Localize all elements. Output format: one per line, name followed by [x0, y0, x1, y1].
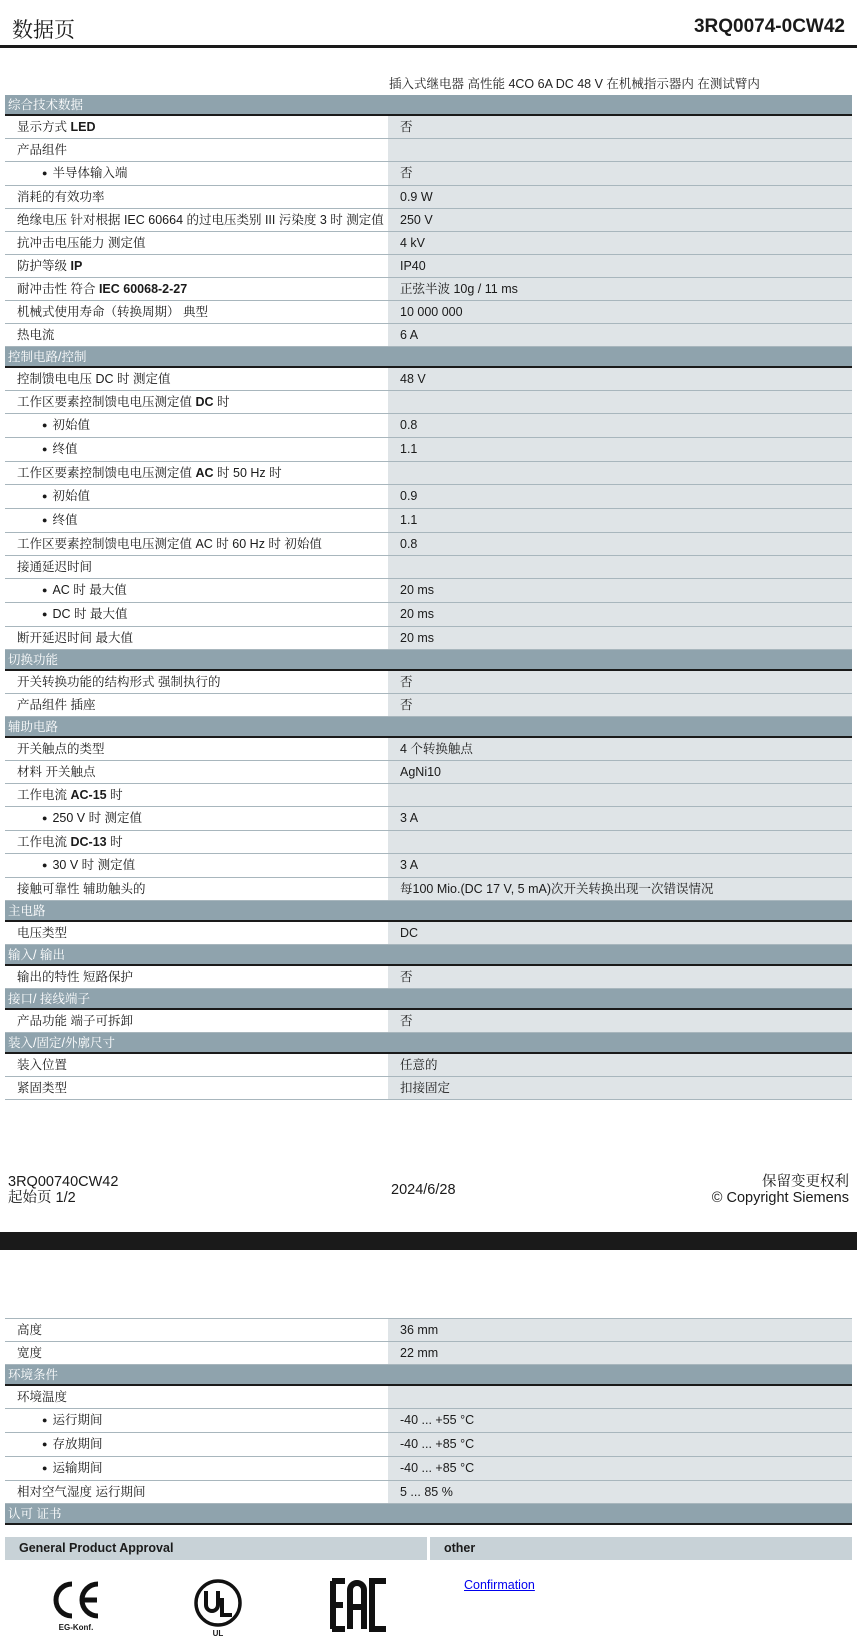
row-value: 6 A [388, 324, 852, 346]
row-label-text: 接触可靠性 辅助触头的 [17, 882, 146, 896]
row-value: -40 ... +85 °C [388, 1457, 852, 1480]
row-label-text: AC 时 最大值 [52, 583, 127, 597]
row-label-text: 防护等级 [17, 259, 71, 273]
row-label [5, 831, 388, 853]
row-value: 任意的 [388, 1054, 852, 1076]
table-row [5, 462, 852, 485]
row-label-text: 工作区要素控制馈电电压测定值 AC 时 60 Hz 时 初始值 [17, 537, 322, 551]
table-row [5, 301, 852, 324]
row-label [5, 162, 388, 185]
row-value: 否 [388, 966, 852, 988]
row-label-text: 产品组件 [17, 143, 68, 157]
row-label-bold: DC-13 [70, 835, 107, 849]
table-row [5, 1342, 852, 1365]
row-label-text: 工作电流 [17, 788, 71, 802]
section-header: 认可 证书 [5, 1504, 852, 1525]
row-value: -40 ... +85 °C [388, 1433, 852, 1456]
table-row [5, 878, 852, 901]
row-label [5, 966, 388, 988]
row-value: 0.8 [388, 533, 852, 555]
footer-left [8, 1174, 118, 1206]
table-row [5, 1010, 852, 1033]
row-label-text: 30 V 时 测定值 [52, 858, 136, 872]
footer-rights: 保留变更权利 [762, 1174, 849, 1190]
row-label-text: 初始值 [52, 489, 90, 503]
row-value: 0.9 W [388, 186, 852, 208]
row-value: 4 kV [388, 232, 852, 254]
ul-mark-icon [193, 1578, 243, 1628]
approval-table-header [5, 1537, 852, 1560]
row-label [5, 761, 388, 783]
approval-col-other: other [430, 1537, 852, 1560]
footer-page-label: 起始页 1/2 [8, 1190, 76, 1206]
table-row [5, 1457, 852, 1481]
row-label [5, 922, 388, 944]
row-label [5, 1319, 388, 1341]
row-label [5, 784, 388, 806]
row-label [5, 1433, 388, 1456]
row-label-suffix: 时 [106, 835, 123, 849]
row-label [5, 255, 388, 277]
approval-col-general: General Product Approval [5, 1537, 427, 1560]
table-row [5, 368, 852, 391]
table-row [5, 761, 852, 784]
row-value: 否 [388, 671, 852, 693]
row-label-text: 工作区要素控制馈电电压测定值 [17, 466, 196, 480]
table-row [5, 1386, 852, 1409]
table-row [5, 209, 852, 232]
row-label [5, 232, 388, 254]
row-label-text: 运输期间 [52, 1461, 103, 1475]
table-row [5, 232, 852, 255]
row-label-text: 电压类型 [17, 926, 68, 940]
table-row [5, 579, 852, 603]
row-label [5, 556, 388, 578]
row-label [5, 509, 388, 532]
table-row [5, 671, 852, 694]
row-label-text: 抗冲击电压能力 测定值 [17, 236, 146, 250]
table-row [5, 116, 852, 139]
row-value [388, 784, 852, 806]
row-label-text: 材料 开关触点 [17, 765, 96, 779]
table-row [5, 438, 852, 462]
table-row [5, 324, 852, 347]
row-label-text: 存放期间 [52, 1437, 103, 1451]
table-row [5, 1409, 852, 1433]
table-row [5, 1319, 852, 1342]
table-row [5, 1077, 852, 1100]
row-value [388, 139, 852, 161]
section-header: 输入/ 输出 [5, 945, 852, 966]
row-value: DC [388, 922, 852, 944]
section-header: 装入/固定/外廓尺寸 [5, 1033, 852, 1054]
row-label-text: 控制馈电电压 DC 时 测定值 [17, 372, 171, 386]
row-label [5, 579, 388, 602]
eac-mark-icon [329, 1578, 389, 1632]
ul-mark-caption: UL [212, 1629, 224, 1638]
row-label-bold: LED [70, 120, 96, 134]
row-value: IP40 [388, 255, 852, 277]
table-row [5, 694, 852, 717]
row-label [5, 438, 388, 461]
row-label-text: 输出的特性 短路保护 [17, 970, 133, 984]
row-label-text: 绝缘电压 针对根据 IEC 60664 的过电压类别 III 污染度 3 时 测定值 [17, 213, 384, 227]
table-row [5, 162, 852, 186]
row-label [5, 462, 388, 484]
ce-mark-icon [50, 1578, 102, 1622]
footer-copyright: © Copyright Siemens [711, 1190, 849, 1206]
row-value: 4 个转换触点 [388, 738, 852, 760]
table-row [5, 831, 852, 854]
row-label [5, 694, 388, 716]
row-label-suffix: 时 [213, 395, 230, 409]
row-label [5, 1342, 388, 1364]
row-label-text: 环境温度 [17, 1390, 68, 1404]
row-label-text: 耐冲击性 符合 [17, 282, 99, 296]
table-row [5, 391, 852, 414]
row-label [5, 414, 388, 437]
row-label-text: 高度 [17, 1323, 43, 1337]
page-header [0, 0, 857, 48]
row-label [5, 1010, 388, 1032]
row-label [5, 1481, 388, 1503]
row-value: -40 ... +55 °C [388, 1409, 852, 1432]
row-label [5, 485, 388, 508]
row-label-bold: AC [195, 466, 214, 480]
section-header: 环境条件 [5, 1365, 852, 1386]
row-value: 36 mm [388, 1319, 852, 1341]
row-value: 否 [388, 694, 852, 716]
section-header: 辅助电路 [5, 717, 852, 738]
row-label [5, 391, 388, 413]
row-value: 否 [388, 116, 852, 138]
table-row [5, 966, 852, 989]
table-row [5, 414, 852, 438]
row-value: 否 [388, 162, 852, 185]
row-label-text: 机械式使用寿命（转换周期） 典型 [17, 305, 208, 319]
table-row [5, 278, 852, 301]
table-row [5, 854, 852, 878]
row-value [388, 831, 852, 853]
row-label-text: 终值 [52, 442, 78, 456]
table-row [5, 186, 852, 209]
row-label [5, 671, 388, 693]
row-label-bold: IP [70, 259, 83, 273]
row-label-text: 运行期间 [52, 1413, 103, 1427]
row-value [388, 1386, 852, 1408]
row-label-text: 初始值 [52, 418, 90, 432]
row-label-text: 消耗的有效功率 [17, 190, 105, 204]
row-value [388, 462, 852, 484]
row-value: 正弦半波 10g / 11 ms [388, 278, 852, 300]
row-label-text: 宽度 [17, 1346, 43, 1360]
page2-spec-table [5, 1318, 852, 1525]
footer-doc-number: 3RQ00740CW42 [8, 1174, 119, 1190]
table-row [5, 556, 852, 579]
row-label-bold: AC-15 [70, 788, 107, 802]
row-label [5, 116, 388, 138]
table-row [5, 627, 852, 650]
row-label-text: 半导体输入端 [52, 166, 128, 180]
row-value: 48 V [388, 368, 852, 390]
section-header: 接口/ 接线端子 [5, 989, 852, 1010]
row-value: 扣接固定 [388, 1077, 852, 1099]
row-value [388, 391, 852, 413]
table-row [5, 533, 852, 556]
table-row [5, 1481, 852, 1504]
page-footer [0, 1168, 857, 1228]
row-label-text: 250 V 时 测定值 [52, 811, 143, 825]
section-header: 主电路 [5, 901, 852, 922]
row-label [5, 854, 388, 877]
row-label [5, 278, 388, 300]
row-label [5, 209, 388, 231]
row-label-text: 工作电流 [17, 835, 71, 849]
row-value: 否 [388, 1010, 852, 1032]
row-value: 1.1 [388, 438, 852, 461]
row-label-text: 装入位置 [17, 1058, 68, 1072]
row-label-suffix: 时 [106, 788, 123, 802]
section-header: 综合技术数据 [5, 95, 852, 116]
row-label-text: 热电流 [17, 328, 55, 342]
row-value: 250 V [388, 209, 852, 231]
row-label [5, 738, 388, 760]
page-separator [0, 1232, 857, 1250]
row-label-suffix: 时 50 Hz 时 [213, 466, 282, 480]
row-label-bold: IEC 60068-2-27 [98, 282, 188, 296]
row-label-text: 显示方式 [17, 120, 71, 134]
row-label [5, 186, 388, 208]
row-label-text: 终值 [52, 513, 78, 527]
row-label [5, 1054, 388, 1076]
row-value [388, 556, 852, 578]
row-label [5, 878, 388, 900]
row-label [5, 1386, 388, 1408]
row-value: 1.1 [388, 509, 852, 532]
row-label [5, 368, 388, 390]
product-description: 插入式继电器 高性能 4CO 6A DC 48 V 在机械指示器内 在测试臂内 [389, 77, 760, 91]
page1-spec-table [5, 95, 852, 1100]
table-row [5, 784, 852, 807]
row-label-text: 产品组件 插座 [17, 698, 96, 712]
eac-mark-logo [329, 1578, 389, 1632]
row-label-text: DC 时 最大值 [52, 607, 128, 621]
row-value: 20 ms [388, 603, 852, 626]
row-label [5, 1409, 388, 1432]
row-label-text: 产品功能 端子可拆卸 [17, 1014, 133, 1028]
footer-date: 2024/6/28 [391, 1182, 456, 1198]
table-row [5, 603, 852, 627]
row-label-text: 开关转换功能的结构形式 强制执行的 [17, 675, 221, 689]
table-row [5, 807, 852, 831]
ce-mark-caption: EG-Konf. [58, 1623, 94, 1632]
confirmation-link[interactable]: Confirmation [464, 1578, 535, 1592]
row-label [5, 301, 388, 323]
table-row [5, 1433, 852, 1457]
datasheet-title: 数据页 [12, 19, 75, 42]
row-value: AgNi10 [388, 761, 852, 783]
row-label [5, 1077, 388, 1099]
table-row [5, 485, 852, 509]
row-label-text: 接通延迟时间 [17, 560, 93, 574]
table-row [5, 255, 852, 278]
row-label [5, 324, 388, 346]
row-value: 3 A [388, 854, 852, 877]
row-value: 5 ... 85 % [388, 1481, 852, 1503]
ul-mark-logo [193, 1578, 243, 1638]
row-value: 20 ms [388, 627, 852, 649]
row-value: 10 000 000 [388, 301, 852, 323]
row-label-text: 开关触点的类型 [17, 742, 105, 756]
table-row [5, 1054, 852, 1077]
table-row [5, 922, 852, 945]
row-label-text: 断开延迟时间 最大值 [17, 631, 133, 645]
table-row [5, 509, 852, 533]
row-value: 每100 Mio.(DC 17 V, 5 mA)次开关转换出现一次错误情况 [388, 878, 852, 900]
footer-right [712, 1174, 849, 1206]
section-header: 切换功能 [5, 650, 852, 671]
row-label [5, 603, 388, 626]
row-value: 3 A [388, 807, 852, 830]
section-header: 控制电路/控制 [5, 347, 852, 368]
row-label-text: 工作区要素控制馈电电压测定值 [17, 395, 196, 409]
row-label-bold: DC [195, 395, 214, 409]
row-label [5, 807, 388, 830]
row-label-text: 相对空气湿度 运行期间 [17, 1485, 146, 1499]
table-row [5, 738, 852, 761]
row-label [5, 1457, 388, 1480]
row-value: 0.9 [388, 485, 852, 508]
row-value: 20 ms [388, 579, 852, 602]
product-number: 3RQ0074-0CW42 [693, 16, 845, 37]
row-label [5, 627, 388, 649]
row-label-text: 紧固类型 [17, 1081, 68, 1095]
row-label [5, 533, 388, 555]
ce-mark-logo [50, 1578, 102, 1632]
table-row [5, 139, 852, 162]
row-value: 22 mm [388, 1342, 852, 1364]
row-value: 0.8 [388, 414, 852, 437]
row-label [5, 139, 388, 161]
